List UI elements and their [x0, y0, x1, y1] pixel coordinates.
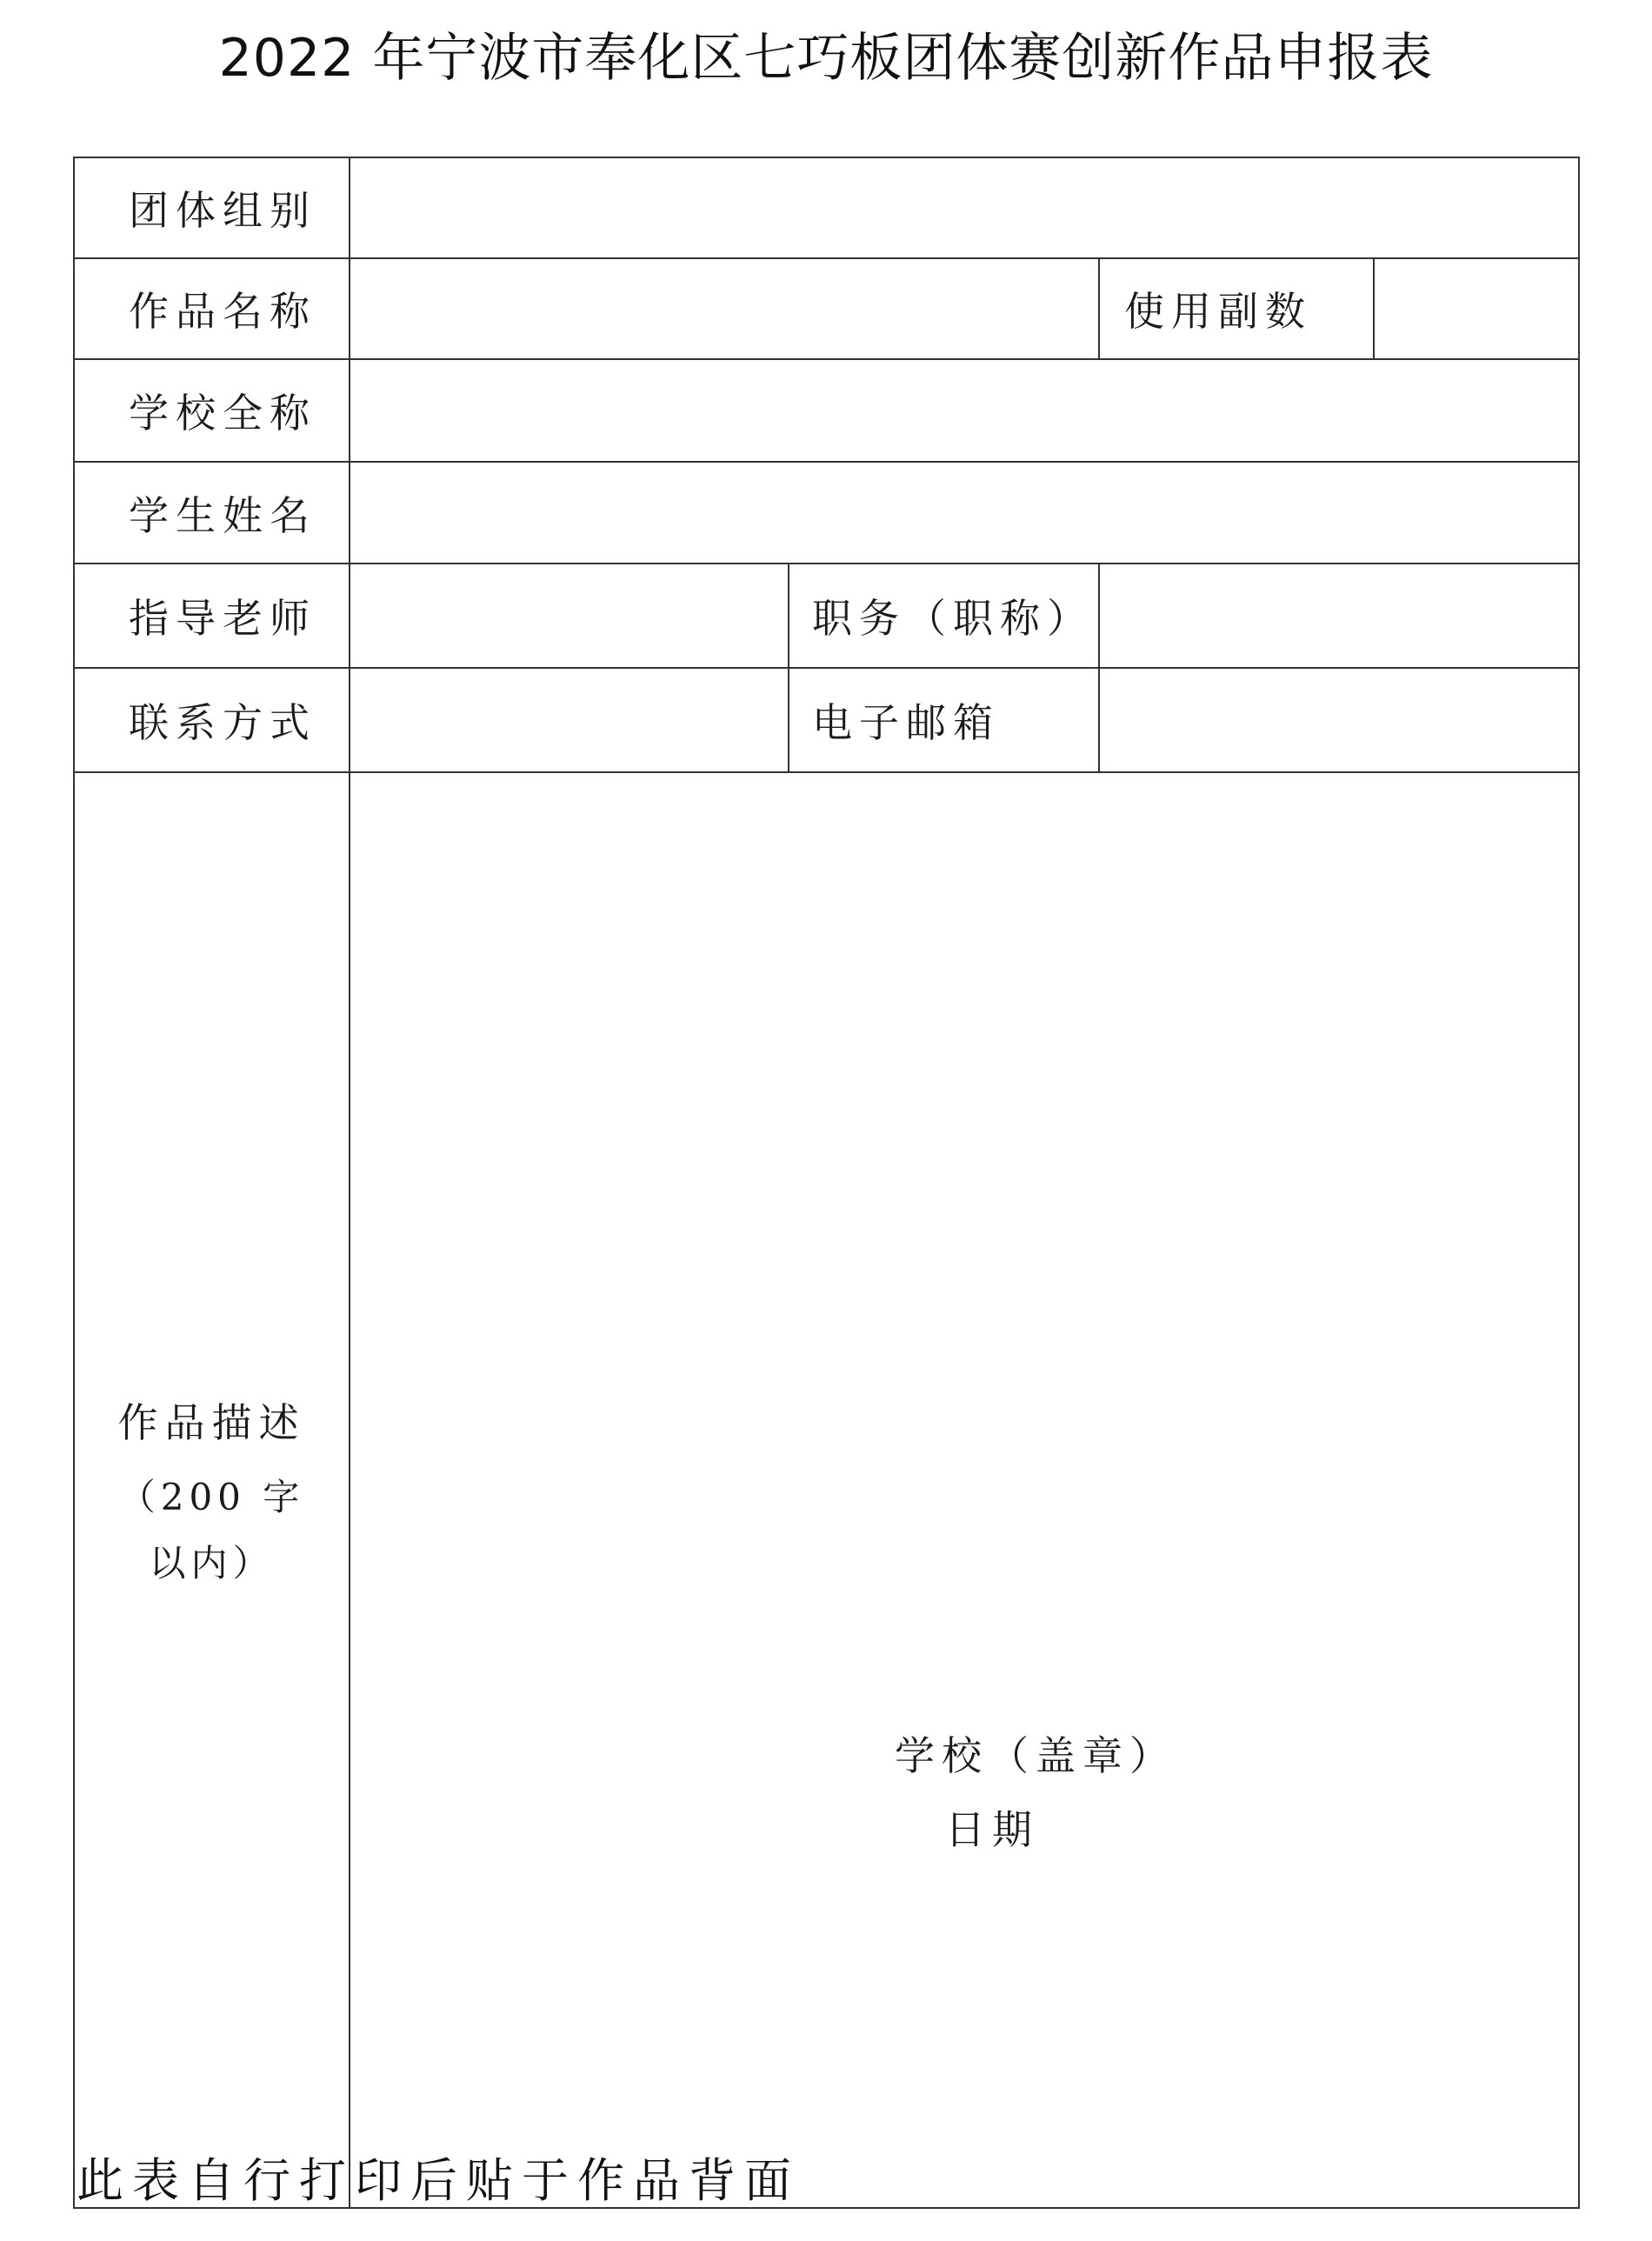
- contact-label: 联系方式: [74, 668, 350, 772]
- row-description: [74, 772, 1579, 2208]
- copies-label: 使用副数: [1099, 258, 1374, 359]
- group-field[interactable]: [350, 157, 1579, 258]
- work-name-label: 作品名称: [74, 258, 350, 359]
- school-label: 学校全称: [74, 359, 350, 462]
- school-stamp-label: 学校（盖章）: [895, 1732, 1176, 1779]
- form-title: 2022 年宁波市奉化区七巧板团体赛创新作品申报表: [218, 28, 1434, 89]
- copies-field[interactable]: [1374, 258, 1579, 359]
- application-form-table: [73, 157, 1580, 2209]
- row-group: [74, 157, 1579, 258]
- description-field[interactable]: [350, 772, 1579, 2208]
- description-label-limit: （200 字以内）: [118, 1475, 305, 1584]
- row-contact: [74, 668, 1579, 772]
- students-label: 学生姓名: [74, 462, 350, 564]
- teacher-field[interactable]: [350, 564, 789, 668]
- description-label-title: 作品描述: [117, 1398, 306, 1446]
- students-field[interactable]: [350, 462, 1579, 564]
- contact-field[interactable]: [350, 668, 789, 772]
- teacher-label: 指导老师: [74, 564, 350, 668]
- description-label: [74, 772, 350, 2208]
- footer-note: 此表自行打印后贴于作品背面: [77, 2153, 800, 2208]
- row-school: [74, 359, 1579, 462]
- row-teacher: [74, 564, 1579, 668]
- teacher-title-field[interactable]: [1099, 564, 1579, 668]
- date-label: 日期: [945, 1806, 1039, 1853]
- email-field[interactable]: [1099, 668, 1579, 772]
- email-label: 电子邮箱: [789, 668, 1099, 772]
- group-label: 团体组别: [74, 157, 350, 258]
- row-students: [74, 462, 1579, 564]
- row-work-name: [74, 258, 1579, 359]
- work-name-field[interactable]: [350, 258, 1099, 359]
- school-field[interactable]: [350, 359, 1579, 462]
- teacher-title-label: 职务（职称）: [789, 564, 1099, 668]
